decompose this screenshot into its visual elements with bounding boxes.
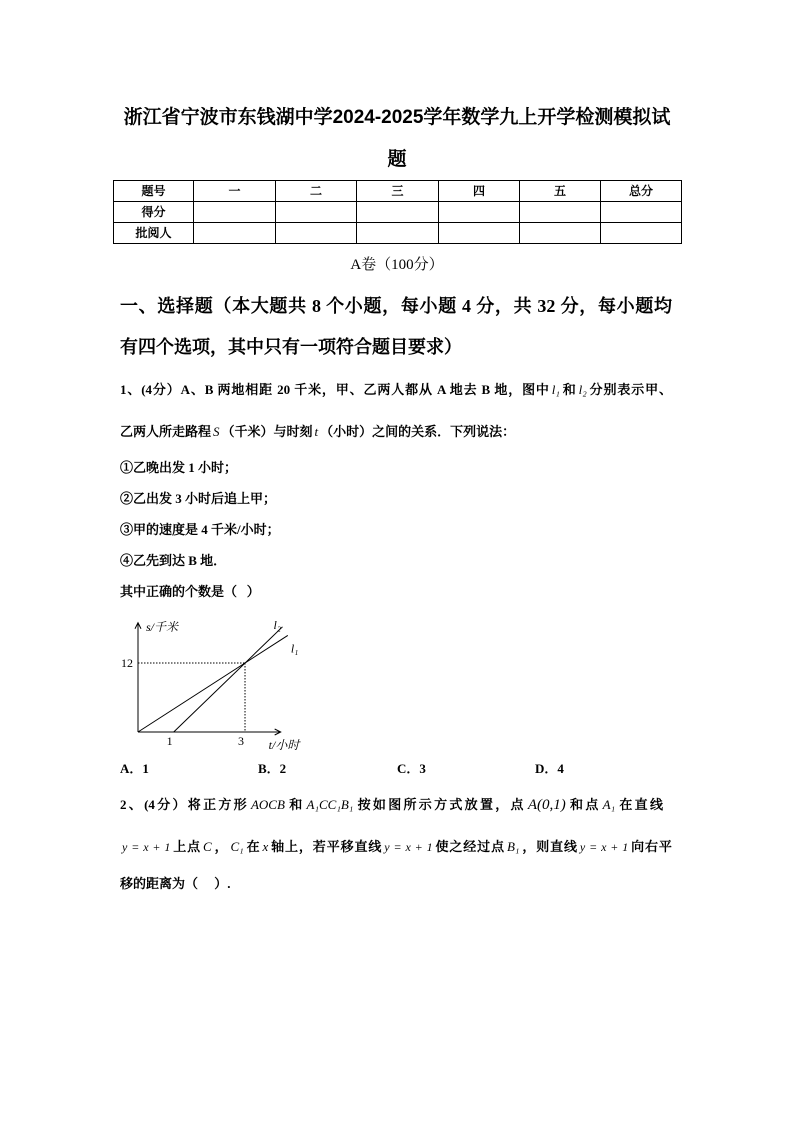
q1-prompt: 其中正确的个数是（ ） — [120, 584, 260, 599]
score-table-row-score — [114, 202, 682, 223]
math-square-aocb: AOCB — [250, 797, 285, 812]
reviewer-cell — [276, 223, 357, 244]
q2-text: ，则直线 — [521, 839, 578, 854]
q2-text: 在 — [245, 839, 261, 854]
header-cell-part-3: 三 — [357, 181, 439, 202]
header-cell-part-5: 五 — [520, 181, 601, 202]
math-line-equation: y = x + 1 — [579, 840, 629, 854]
score-cell — [520, 202, 601, 223]
score-cell — [194, 202, 276, 223]
math-line-equation: y = x + 1 — [384, 840, 433, 854]
q2-line-1 — [120, 795, 663, 815]
math-point-c: C — [203, 839, 212, 854]
math-s: S — [213, 424, 220, 439]
q2-text: 和 — [286, 797, 305, 812]
score-cell — [357, 202, 439, 223]
math-point-c1: C₁ — [230, 839, 244, 854]
q1-statement-2: ②乙出发 3 小时后追上甲； — [120, 491, 277, 506]
q1-text: （千米）与时刻 — [221, 424, 313, 439]
math-point-b1: B₁ — [506, 839, 520, 854]
series-label-2: l₂ — [273, 617, 281, 632]
score-table — [113, 180, 682, 244]
section-heading-line-1: 一、选择题（本大题共 8 个小题，每小题 4 分，共 32 分，每小题均 — [120, 296, 672, 316]
q1-statement-4: ④乙先到达 B 地． — [120, 553, 227, 568]
q2-line-3: 移的距离为（ ）. — [120, 876, 231, 891]
reviewer-cell — [520, 223, 601, 244]
q1-text: 分别表示甲、 — [588, 382, 672, 397]
distance-time-graph — [110, 612, 320, 758]
q1-line-1 — [120, 380, 672, 400]
q1-statement-3: ③甲的速度是 4 千米/小时； — [120, 522, 280, 537]
q2-text: 轴上，若平移直线 — [270, 839, 383, 854]
q1-option-b: B．2 — [258, 761, 287, 776]
header-cell-total: 总分 — [601, 181, 682, 202]
math-x: x — [262, 839, 269, 854]
series-line-1 — [138, 635, 288, 732]
q1-option-a: A．1 — [120, 761, 149, 776]
reviewer-cell — [601, 223, 682, 244]
q1-line-2 — [120, 422, 672, 442]
q1-text: 乙两人所走路程 — [120, 424, 212, 439]
row-label-reviewer: 批阅人 — [114, 223, 194, 244]
math-point-a: A(0,1) — [527, 797, 566, 813]
x-tick-label-2: 3 — [238, 734, 245, 748]
q2-text: 2、(4分）将正方形 — [120, 797, 249, 812]
q1-text: 1、(4分）A、B 两地相距 20 千米，甲、乙两人都从 A 地去 B 地，图中 — [120, 382, 550, 397]
x-tick-label-1: 1 — [166, 734, 173, 748]
q2-text: 在直线 — [617, 797, 663, 812]
series-line-2 — [174, 627, 283, 732]
math-square-a1cc1b1: A₁CC₁B₁ — [306, 797, 354, 812]
q2-text: 上点 — [172, 839, 202, 854]
q1-text: （小时）之间的关系．下列说法： — [320, 424, 516, 439]
q1-text: 和 — [561, 382, 577, 397]
y-tick-label-1: 12 — [121, 656, 133, 670]
header-cell-question-no: 题号 — [114, 181, 194, 202]
math-l2: l₂ — [578, 382, 587, 397]
series-label-1: l₁ — [290, 641, 299, 656]
q1-option-c: C．3 — [397, 761, 426, 776]
header-cell-part-2: 二 — [276, 181, 357, 202]
header-cell-part-4: 四 — [439, 181, 520, 202]
section-heading-line-2: 有四个选项，其中只有一项符合题目要求） — [120, 337, 462, 357]
reviewer-cell — [194, 223, 276, 244]
math-l1: l₁ — [551, 382, 560, 397]
q2-text: 和点 — [567, 797, 601, 812]
q1-statement-1: ①乙晚出发 1 小时； — [120, 460, 238, 475]
q2-text: 向右平 — [630, 839, 672, 854]
score-cell — [439, 202, 520, 223]
y-axis-label: s/千米 — [146, 619, 179, 634]
x-axis-label: t/小时 — [268, 738, 300, 752]
score-cell — [276, 202, 357, 223]
math-t: t — [314, 424, 319, 439]
math-line-equation: y = x + 1 — [122, 840, 171, 854]
reviewer-cell — [357, 223, 439, 244]
q2-line-2 — [120, 837, 672, 857]
score-table-header-row — [114, 181, 682, 202]
score-cell — [601, 202, 682, 223]
score-table-row-reviewer — [114, 223, 682, 244]
q2-text: ， — [213, 839, 229, 854]
paper-part-label: A卷（100分） — [350, 257, 444, 273]
math-point-a1: A₁ — [602, 797, 616, 812]
q1-option-d: D．4 — [535, 761, 564, 776]
title-line-1: 浙江省宁波市东钱湖中学2024-2025学年数学九上开学检测模拟试 — [123, 107, 671, 128]
q2-text: 按如图所示方式放置，点 — [355, 797, 526, 812]
row-label-score: 得分 — [114, 202, 194, 223]
reviewer-cell — [439, 223, 520, 244]
header-cell-part-1: 一 — [194, 181, 276, 202]
q2-text: 使之经过点 — [434, 839, 505, 854]
title-line-2: 题 — [387, 149, 407, 170]
